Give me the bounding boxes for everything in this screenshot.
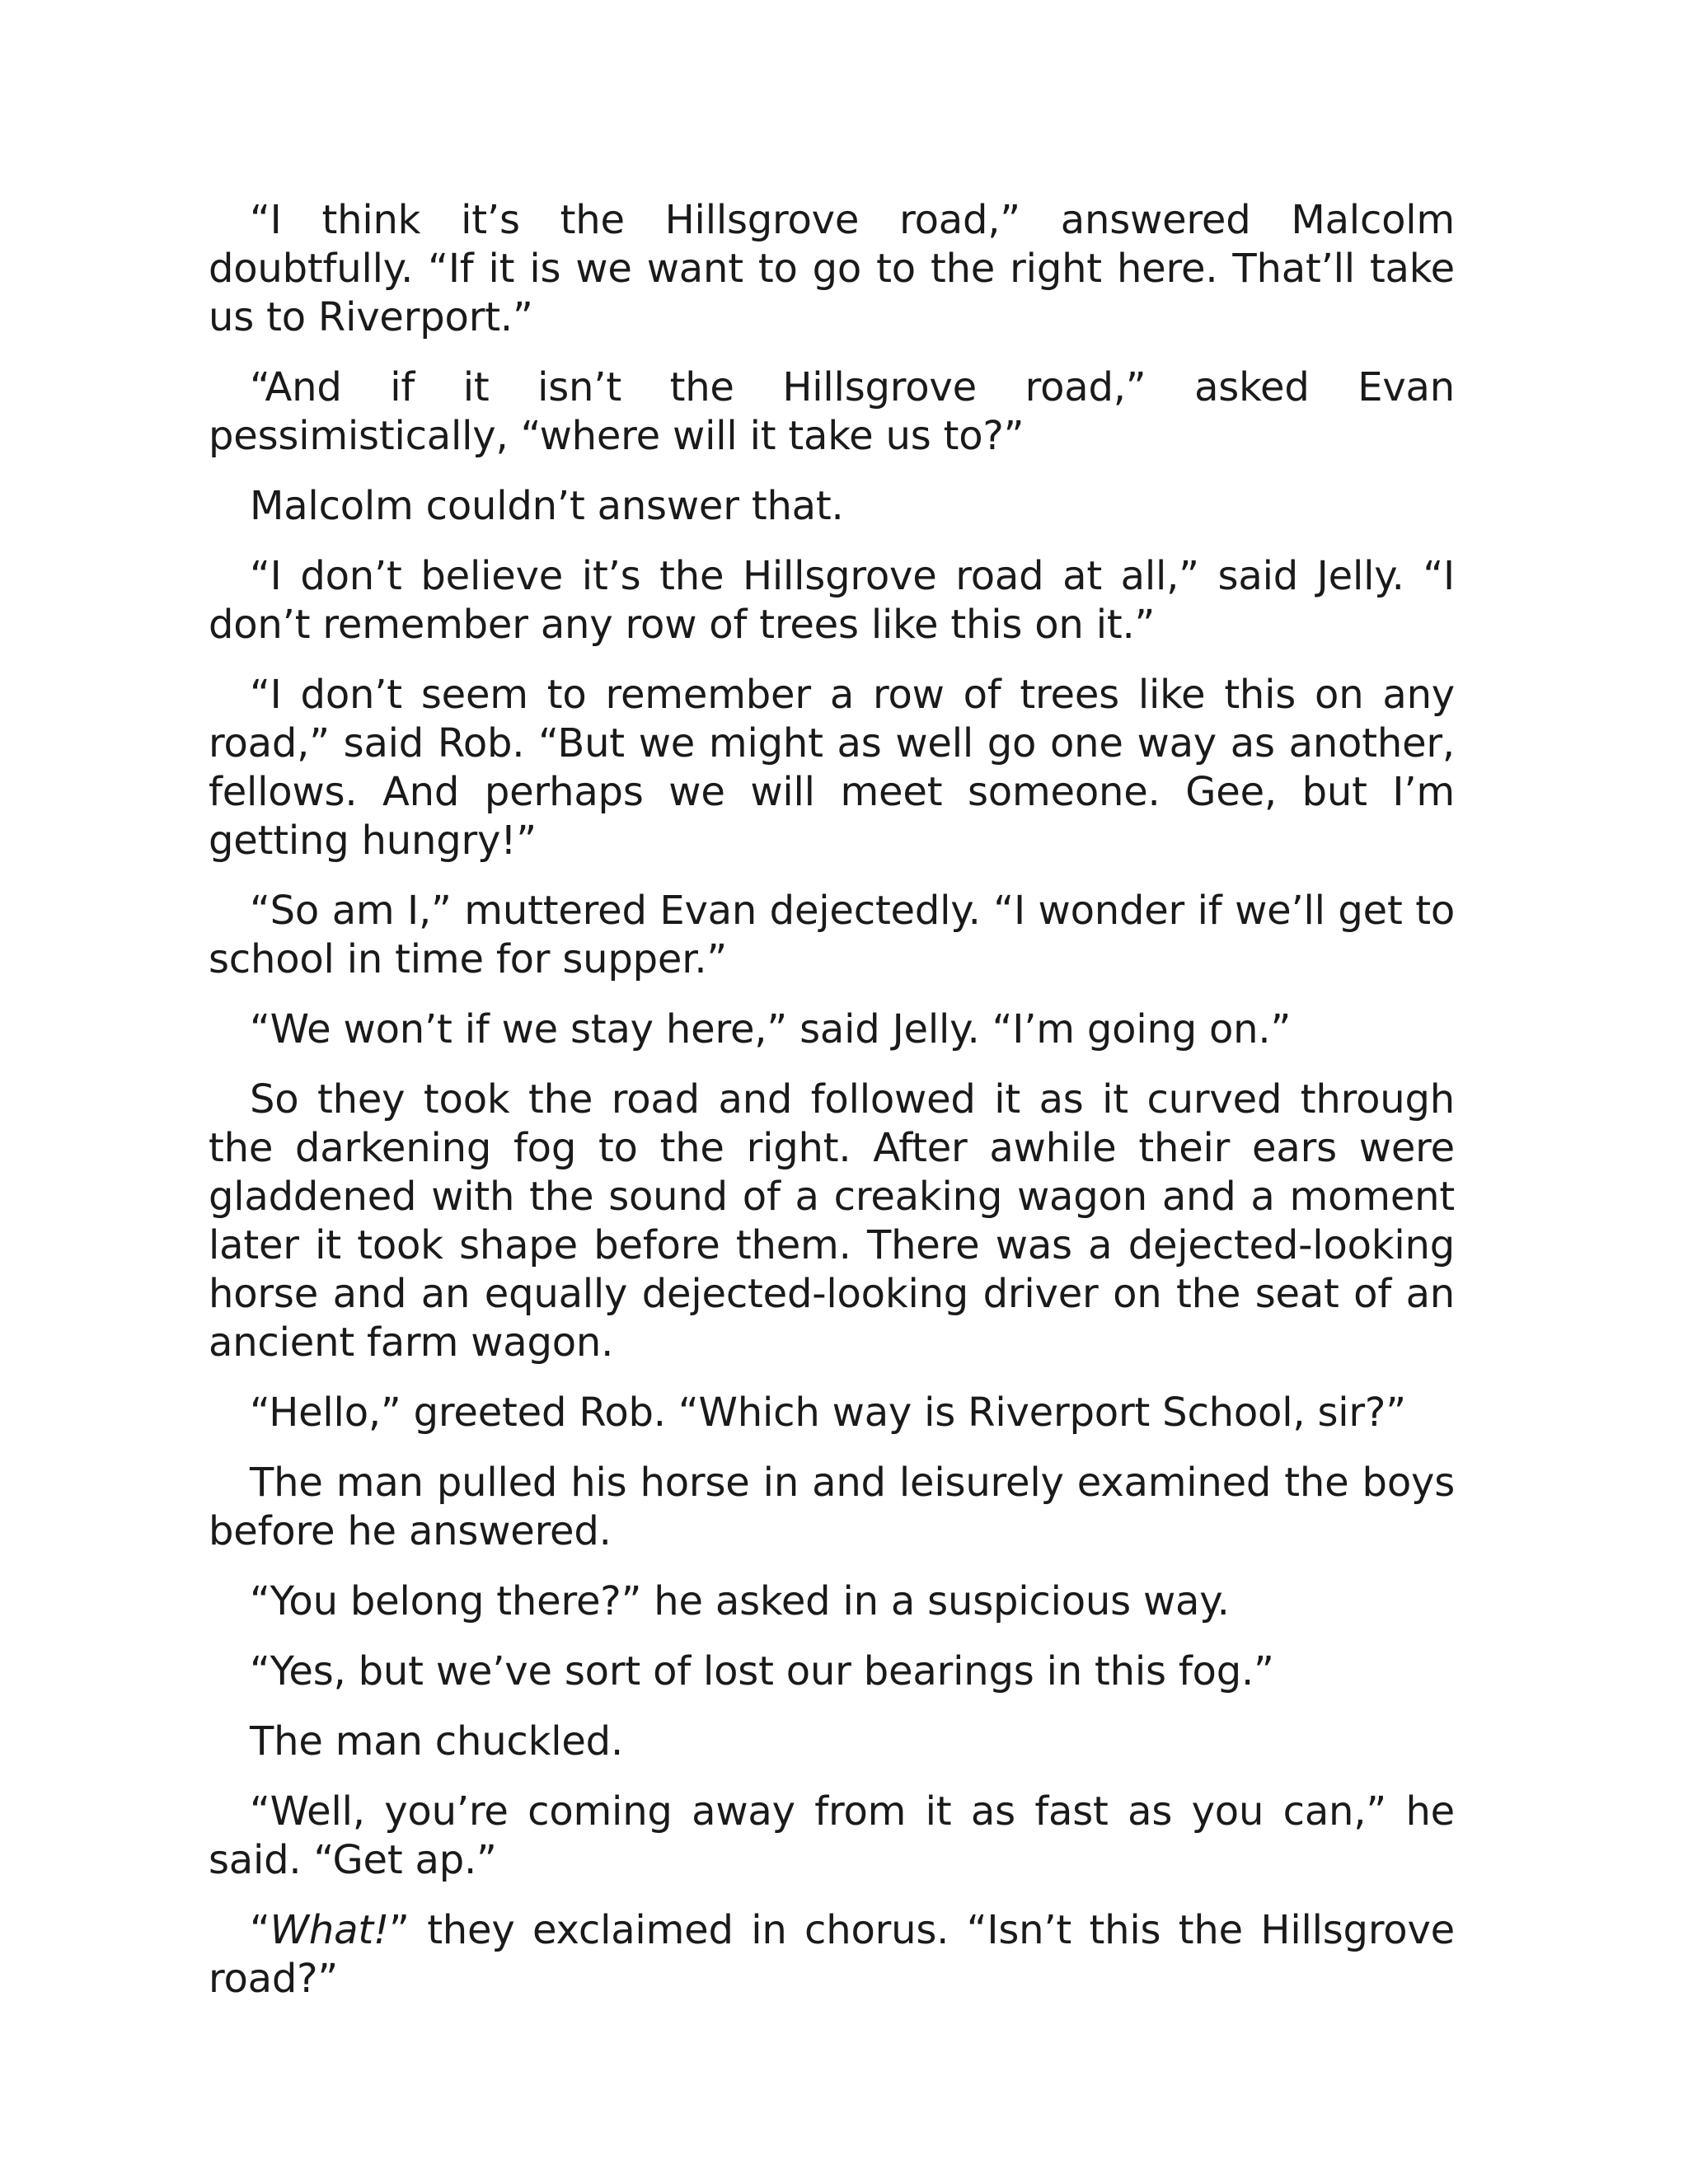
paragraph-2: “And if it isn’t the Hillsgrove road,” asked Evan pessimistically, “where will it take us to?” — [209, 364, 1455, 459]
paragraph-11: “You belong there?” he asked in a suspicious way. — [250, 1578, 1230, 1624]
paragraph-12: “Yes, but we’ve sort of lost our bearings in this fog.” — [250, 1648, 1274, 1694]
paragraph-14: “Well, you’re coming away from it as fast as you can,” he said. “Get ap.” — [209, 1788, 1455, 1883]
paragraph-10: The man pulled his horse in and leisurely examined the boys before he answered. — [209, 1460, 1455, 1554]
emphasis-what: What! — [270, 1907, 390, 1953]
paragraph-4: “I don’t believe it’s the Hillsgrove road at all,” said Jelly. “I don’t remember any row of trees like this on it.” — [209, 553, 1455, 648]
paragraph-15 — [209, 1906, 1455, 2004]
book-page — [209, 196, 1455, 2025]
open-quote: “ — [250, 1907, 270, 1953]
paragraph-15-rest: ” they exclaimed in chorus. “Isn’t this the Hillsgrove road?” — [209, 1907, 1455, 2002]
paragraph-5: “I don’t seem to remember a row of trees like this on any road,” said Rob. “But we might as well go one way as another, fellows. And perhaps we will meet someone. Gee, but I’m getting hungry!” — [209, 672, 1455, 864]
paragraph-1: “I think it’s the Hillsgrove road,” answered Malcolm doubtfully. “If it is we want to go to the right here. That’ll take us to Riverport.” — [209, 197, 1455, 340]
paragraph-3: Malcolm couldn’t answer that. — [250, 483, 844, 529]
paragraph-7: “We won’t if we stay here,” said Jelly. “I’m going on.” — [250, 1006, 1292, 1052]
paragraph-9: “Hello,” greeted Rob. “Which way is Riverport School, sir?” — [250, 1390, 1406, 1436]
paragraph-13: The man chuckled. — [250, 1718, 623, 1765]
paragraph-8: So they took the road and followed it as it curved through the darkening fog to the right. After awhile their ears were gladdened with the sound of a creaking wagon and a moment later it took shape before them. There was a dejected-looking horse and an equally dejected-looking driver on the seat of an ancient farm wagon. — [209, 1076, 1455, 1366]
paragraph-6: “So am I,” muttered Evan dejectedly. “I wonder if we’ll get to school in time for supper.” — [209, 888, 1455, 982]
